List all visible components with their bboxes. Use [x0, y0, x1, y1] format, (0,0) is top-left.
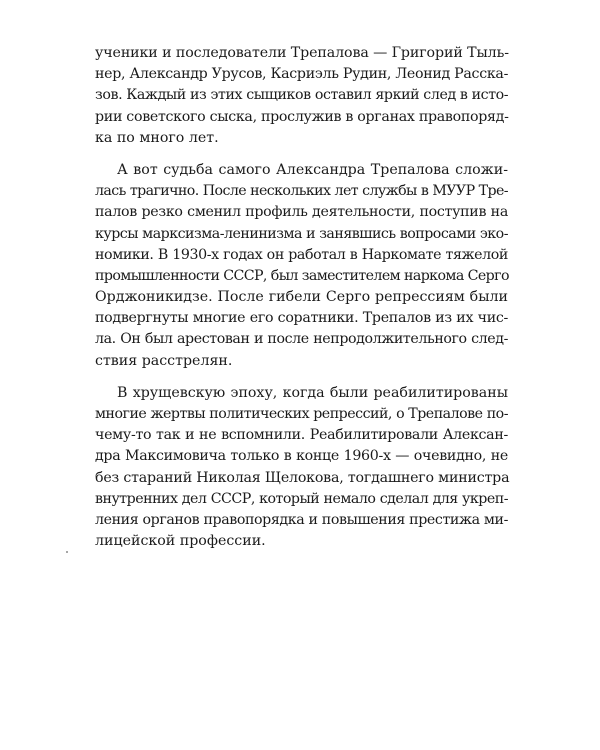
text-line: внутренних дел СССР, который немало сделал для укреп- — [95, 490, 508, 507]
text-line: ствия расстрелян. — [95, 352, 233, 369]
paragraph-spacing — [95, 149, 508, 160]
paragraph-spacing — [95, 372, 508, 383]
text-line: многие жертвы политических репрессий, о Трепалове по- — [95, 406, 508, 422]
text-line: лась трагично. После нескольких лет службы в МУУР Тре- — [95, 183, 508, 200]
text-line: без стараний Николая Щелокова, тогдашнего министра — [95, 469, 510, 486]
text-line: подвергнуты многие его соратники. Трепалов из их чис- — [95, 310, 508, 327]
text-line: промышленности СССР, был заместителем наркома Серго — [95, 267, 509, 284]
text-line: дра Максимовича только в конце 1960-х — очевидно, не — [95, 448, 508, 465]
text-line: А вот судьба самого Александра Трепалова сложи- — [117, 161, 508, 178]
paragraph-3 — [95, 383, 508, 553]
scan-speck — [66, 551, 68, 553]
text-line: нер, Александр Урусов, Касриэль Рудин, Леонид Расска- — [95, 66, 509, 83]
text-line: лицейской профессии. — [95, 533, 266, 550]
text-line: курсы марксизма-ленинизма и занявшись вопросами эко- — [95, 225, 508, 242]
text-line: ка по много лет. — [95, 129, 219, 146]
text-line: ла. Он был арестован и после непродолжительного след- — [95, 331, 508, 348]
text-line: В хрущевскую эпоху, когда были реабилитированы — [117, 384, 508, 401]
text-line: чему-то так и не вспомнили. Реабилитировали Алексан- — [95, 427, 508, 444]
text-line: номики. В 1930-х годах он работал в Наркомате тяжелой — [95, 246, 508, 263]
text-line: ления органов правопорядка и повышения престижа ми- — [95, 511, 508, 528]
text-line: рии советского сыска, прослужив в органах правопоряд- — [95, 108, 509, 125]
text-line: палов резко сменил профиль деятельности, поступив на — [95, 204, 508, 221]
text-line: ученики и последователи Трепалова — Григорий Тыль- — [95, 45, 509, 61]
body-text — [95, 43, 508, 552]
paragraph-1 — [95, 43, 508, 149]
text-line: Орджоникидзе. После гибели Серго репрессиям были — [95, 289, 508, 306]
paragraph-2 — [95, 160, 508, 372]
text-line: зов. Каждый из этих сыщиков оставил яркий след в исто- — [95, 87, 509, 104]
